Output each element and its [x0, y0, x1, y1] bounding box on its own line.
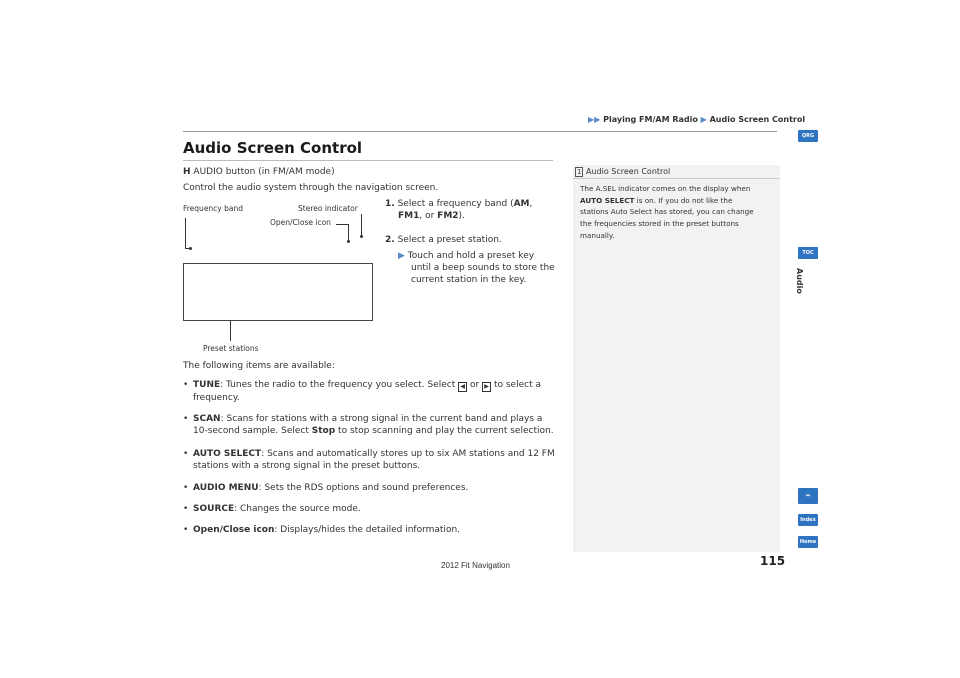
label-frequency-band: Frequency band [183, 204, 243, 213]
item-text: : Changes the source mode. [234, 504, 361, 514]
step-sub-text: Touch and hold a preset key [407, 251, 535, 261]
arrow-icon: ▶▶ [588, 115, 601, 124]
step-text: , or [419, 211, 438, 221]
item-label: AUTO SELECT [193, 449, 262, 459]
step-text: ). [458, 211, 465, 221]
item-label: SOURCE [193, 504, 235, 514]
leader-dot [360, 235, 363, 238]
tune-right-icon: ▶ [482, 382, 491, 392]
label-open-close-icon: Open/Close icon [270, 218, 331, 227]
tune-left-icon: ◀ [458, 382, 467, 392]
step-number: 1. [385, 199, 395, 209]
step-2-sub-l2: until a beep sounds to store the [411, 263, 555, 273]
label-preset-stations: Preset stations [203, 344, 259, 353]
step-2-sub [398, 250, 534, 262]
sidebar-title-text: Audio Screen Control [586, 167, 671, 176]
item-text: : Scans for stations with a strong signal in the current band and plays a [220, 414, 543, 424]
step-text: Select a preset station. [397, 235, 502, 245]
leader-dot [347, 240, 350, 243]
item-label: Stop [311, 426, 336, 436]
step-number: 2. [385, 235, 395, 245]
item-label: Open/Close icon [193, 525, 275, 535]
breadcrumb-part1[interactable]: Playing FM/AM Radio [603, 115, 698, 124]
step-1-line2 [398, 210, 465, 222]
tab-audio[interactable]: Audio [795, 268, 804, 294]
audio-screen-illustration [183, 263, 373, 321]
item-text: frequency. [193, 393, 240, 403]
tab-index[interactable]: Index [798, 514, 818, 526]
leader-dot [189, 247, 192, 250]
leader-line [185, 218, 186, 248]
band-am: AM [513, 199, 530, 209]
arrow-icon: ▶ [398, 251, 405, 261]
item-label: AUDIO MENU [193, 483, 259, 493]
page-title: Audio Screen Control [183, 139, 363, 157]
sidebar-title [575, 167, 670, 176]
step-2-sub-l3: current station in the key. [411, 275, 527, 285]
step-text: , [529, 199, 533, 209]
tab-toc[interactable]: TOC [798, 247, 818, 259]
item-label: SCAN [193, 414, 221, 424]
step-2 [385, 234, 502, 246]
band-fm2: FM2 [437, 211, 459, 221]
title-divider [183, 160, 553, 161]
page-number: 115 [760, 554, 786, 568]
leader-line [348, 224, 349, 241]
intro-text: Control the audio system through the navigation screen. [183, 183, 439, 193]
item-text: stations with a strong signal in the preset buttons. [193, 461, 421, 471]
sidebar-divider [573, 178, 780, 179]
arrow-icon: ▶ [700, 115, 707, 124]
item-label: TUNE [193, 380, 221, 390]
leader-line [336, 224, 348, 225]
step-1 [385, 198, 532, 210]
header-divider [183, 131, 777, 132]
label-stereo-indicator: Stereo indicator [298, 204, 358, 213]
step-text: Select a frequency band ( [397, 199, 514, 209]
breadcrumb [588, 115, 805, 124]
breadcrumb-part2[interactable]: Audio Screen Control [709, 115, 806, 124]
item-text: : Scans and automatically stores up to six AM stations and 12 FM [261, 449, 555, 459]
item-text: : Tunes the radio to the frequency you select. Select [220, 380, 456, 390]
footer-text: 2012 Fit Navigation [441, 561, 510, 570]
sidebar-body: The A.SEL indicator comes on the display when AUTO SELECT is on. If you do not like the stations Auto Select has stored, you can change the frequencies stored in the preset buttons manually. [580, 184, 754, 240]
leader-line [361, 214, 362, 236]
band-fm1: FM1 [398, 211, 420, 221]
item-text: or [470, 380, 480, 390]
tab-home[interactable]: Home [798, 536, 818, 548]
home-button-icon: H [183, 167, 191, 177]
audio-button-line [183, 166, 335, 178]
item-text: : Sets the RDS options and sound preferences. [258, 483, 469, 493]
item-text: 10-second sample. Select [193, 426, 309, 436]
item-text: to select a [493, 380, 541, 390]
item-text: : Displays/hides the detailed information. [274, 525, 461, 535]
note-icon: 1 [577, 168, 582, 176]
tab-qrg[interactable]: QRG [798, 130, 818, 142]
audio-button-text: AUDIO button (in FM/AM mode) [193, 167, 335, 177]
item-text: to stop scanning and play the current selection. [338, 426, 554, 436]
following-text: The following items are available: [183, 361, 335, 371]
voice-command-icon[interactable]: ⌁ [798, 488, 818, 504]
leader-line [230, 320, 231, 341]
